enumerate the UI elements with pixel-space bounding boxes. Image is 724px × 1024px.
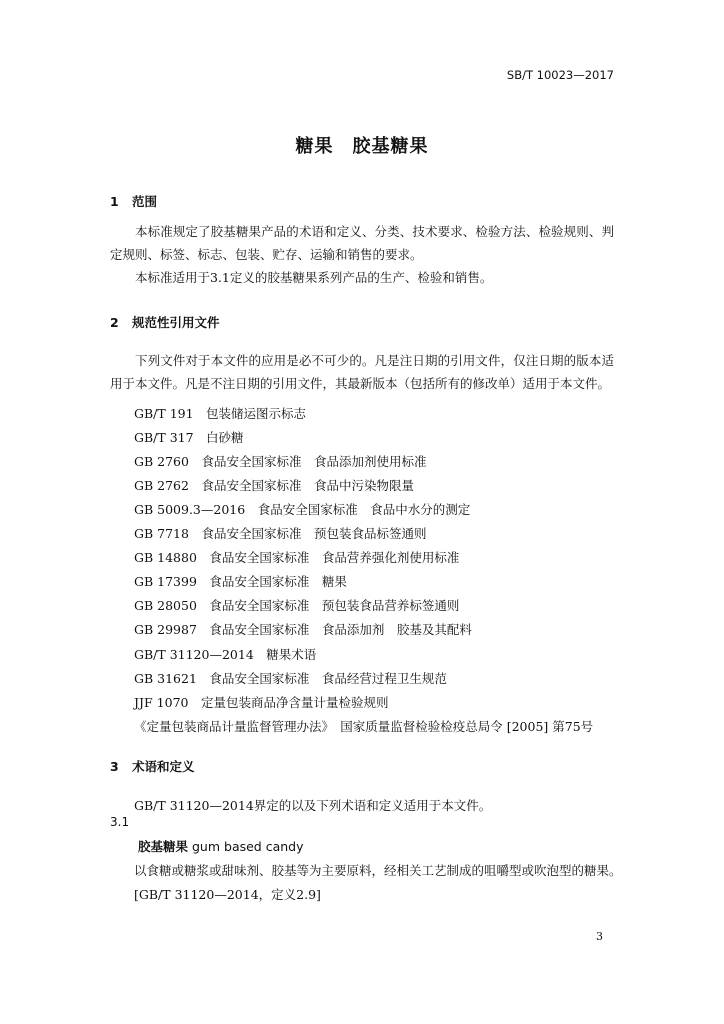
reference-item: GB 2762 食品安全国家标准 食品中污染物限量 <box>134 478 414 493</box>
subsection-number: 3.1 <box>110 815 130 829</box>
page-number: 3 <box>596 930 603 943</box>
reference-item: GB 14880 食品安全国家标准 食品营养强化剂使用标准 <box>134 550 460 565</box>
section-2-intro: 下列文件对于本文件的应用是必不可少的。凡是注日期的引用文件，仅注日期的版本适用于本文件。凡是不注日期的引用文件，其最新版本（包括所有的修改单）适用于本文件。 <box>110 353 614 391</box>
section-1-title: 范围 <box>132 194 158 209</box>
reference-item: JJF 1070 定量包装商品净含量计量检验规则 <box>134 695 389 710</box>
reference-item: GB 17399 食品安全国家标准 糖果 <box>134 574 347 589</box>
reference-item: GB 29987 食品安全国家标准 食品添加剂 胶基及其配料 <box>134 622 472 637</box>
section-3-title: 术语和定义 <box>132 759 195 774</box>
section-1-number: 1 <box>110 194 119 209</box>
section-3-heading <box>110 757 195 775</box>
reference-item: GB 28050 食品安全国家标准 预包装食品营养标签通则 <box>134 598 460 613</box>
term-english: gum based candy <box>192 839 304 854</box>
section-3-intro: GB/T 31120—2014界定的以及下列术语和定义适用于本文件。 <box>134 798 492 813</box>
reference-item: GB/T 31120—2014 糖果术语 <box>134 647 317 662</box>
section-3-number: 3 <box>110 759 119 774</box>
term-definition: 以食糖或糖浆或甜味剂、胶基等为主要原料，经相关工艺制成的咀嚼型或吹泡型的糖果。 <box>134 863 622 878</box>
reference-item: GB/T 191 包装储运图示标志 <box>134 406 307 421</box>
reference-item: GB 5009.3—2016 食品安全国家标准 食品中水分的测定 <box>134 502 471 517</box>
reference-item: 《定量包装商品计量监督管理办法》 国家质量监督检验检疫总局令 [2005] 第75号 <box>134 719 594 734</box>
section-1-paragraph-2: 本标准适用于3.1定义的胶基糖果系列产品的生产、检验和销售。 <box>135 270 493 285</box>
document-code: SB/T 10023—2017 <box>506 68 614 82</box>
section-1-paragraph-1: 本标准规定了胶基糖果产品的术语和定义、分类、技术要求、检验方法、检验规则、判定规则、标签、标志、包装、贮存、运输和销售的要求。 <box>110 224 614 262</box>
term-source: [GB/T 31120—2014，定义2.9] <box>134 887 321 902</box>
reference-item: GB 2760 食品安全国家标准 食品添加剂使用标准 <box>134 454 427 469</box>
page-title: 糖果 胶基糖果 <box>295 136 429 157</box>
section-2-title: 规范性引用文件 <box>132 315 220 330</box>
section-2-number: 2 <box>110 315 119 330</box>
section-2-heading <box>110 313 220 331</box>
reference-item: GB/T 317 白砂糖 <box>134 430 244 445</box>
section-1-heading <box>110 192 157 210</box>
reference-item: GB 31621 食品安全国家标准 食品经营过程卫生规范 <box>134 671 447 686</box>
term-chinese: 胶基糖果 <box>138 839 189 854</box>
term-entry <box>138 837 304 855</box>
reference-item: GB 7718 食品安全国家标准 预包装食品标签通则 <box>134 526 427 541</box>
